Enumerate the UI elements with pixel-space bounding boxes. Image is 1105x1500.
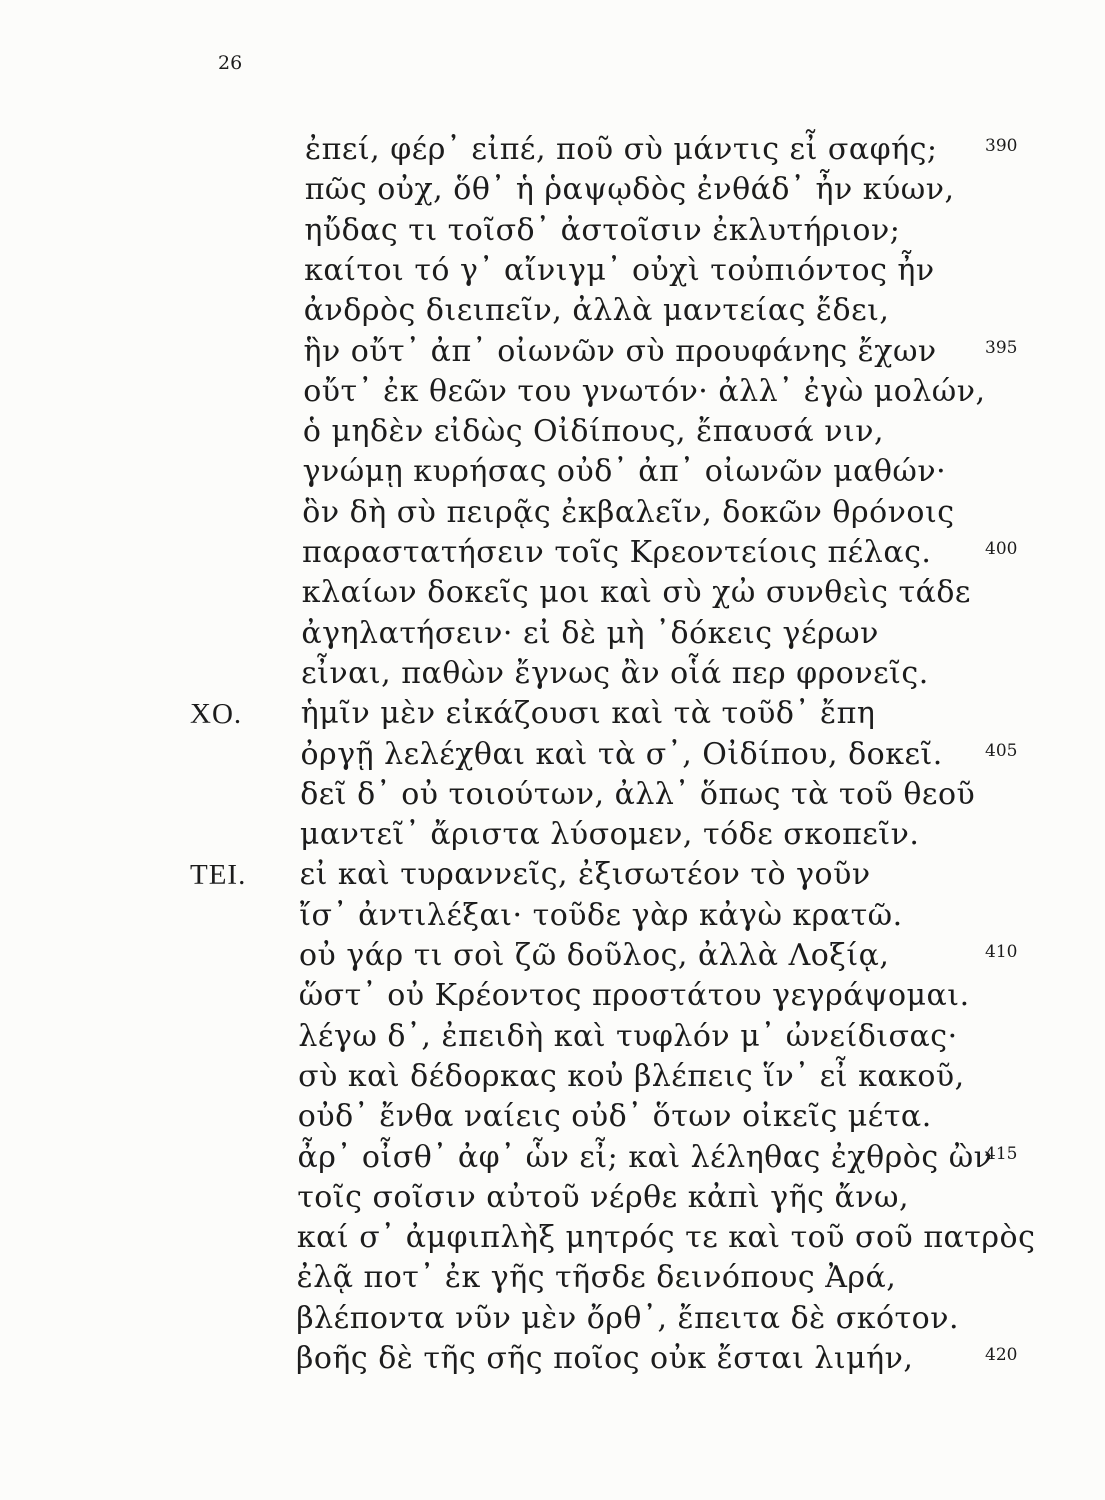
verse-line (0, 1339, 1105, 1391)
verse-text: εἰ καὶ τυραννεῖς, ἐξισωτέον τὸ γοῦν (299, 857, 871, 893)
verse-text: οὔτ᾽ ἐκ θεῶν του γνωτόν· ἀλλ᾽ ἐγὼ μολών, (303, 373, 986, 409)
speaker-label: ΤΕΙ. (190, 859, 247, 892)
verse-text: ηὔδας τι τοῖσδ᾽ ἀστοῖσιν ἐκλυτήριον; (304, 212, 901, 248)
verse-text: ὃν δὴ σὺ πειρᾷς ἐκβαλεῖν, δοκῶν θρόνοις (302, 494, 955, 530)
verse-text: καί σ᾽ ἀμφιπλὴξ μητρός τε καὶ τοῦ σοῦ πατρὸς (296, 1220, 1036, 1256)
verse-text: μαντεῖ᾽ ἄριστα λύσομεν, τόδε σκοπεῖν. (299, 817, 920, 853)
verse-text: τοῖς σοῖσιν αὐτοῦ νέρθε κἀπὶ γῆς ἄνω, (297, 1179, 910, 1215)
verse-text: ἀνδρὸς διειπεῖν, ἀλλὰ μαντείας ἔδει, (303, 293, 890, 329)
verse-text: ἆρ᾽ οἶσθ᾽ ἀφ᾽ ὧν εἶ; καὶ λέληθας ἐχθρὸς ὢν (297, 1139, 993, 1175)
verse-text: ἀγηλατήσειν· εἰ δὲ μὴ ᾽δόκεις γέρων (301, 615, 879, 651)
verse-text: δεῖ δ᾽ οὐ τοιούτων, ἀλλ᾽ ὅπως τὰ τοῦ θεοῦ (300, 776, 976, 812)
verse-text: ὥστ᾽ οὐ Κρέοντος προστάτου γεγράψομαι. (298, 978, 970, 1014)
verse-text: πῶς οὐχ, ὅθ᾽ ἡ ῥαψῳδὸς ἐνθάδ᾽ ἦν κύων, (304, 172, 955, 208)
speaker-label: ΧΟ. (190, 698, 243, 731)
verse-text: ἐλᾷ ποτ᾽ ἐκ γῆς τῆσδε δεινόπους Ἀρά, (296, 1260, 897, 1296)
line-number: 395 (985, 337, 1018, 358)
verse-text: λέγω δ᾽, ἐπειδὴ καὶ τυφλόν μ᾽ ὠνείδισας· (298, 1018, 958, 1054)
line-number: 415 (985, 1143, 1018, 1164)
verse-text: οὐδ᾽ ἔνθα ναίεις οὐδ᾽ ὅτων οἰκεῖς μέτα. (297, 1099, 932, 1135)
verse-text: ἐπεί, φέρ᾽ εἰπέ, ποῦ σὺ μάντις εἶ σαφής; (305, 132, 938, 167)
verse-text: βλέποντα νῦν μὲν ὄρθ᾽, ἔπειτα δὲ σκότον. (296, 1300, 959, 1336)
verse-text: παραστατήσειν τοῖς Κρεοντείοις πέλας. (302, 535, 932, 570)
verse-text: κλαίων δοκεῖς μοι καὶ σὺ χὠ συνθεὶς τάδε (301, 575, 971, 611)
verse-text: γνώμῃ κυρήσας οὐδ᾽ ἀπ᾽ οἰωνῶν μαθών· (302, 454, 947, 490)
page-number: 26 (218, 52, 243, 74)
verse-text: σὺ καὶ δέδορκας κοὐ βλέπεις ἵν᾽ εἶ κακοῦ, (298, 1058, 965, 1094)
line-number: 400 (985, 539, 1018, 559)
verse-text: εἶναι, παθὼν ἔγνως ἂν οἷά περ φρονεῖς. (301, 655, 929, 691)
verse-text: βοῆς δὲ τῆς σῆς ποῖος οὐκ ἔσται λιμήν, (296, 1341, 914, 1376)
verse-text: οὐ γάρ τι σοὶ ζῶ δοῦλος, ἀλλὰ Λοξίᾳ, (299, 938, 890, 973)
verse-text: ἴσ᾽ ἀντιλέξαι· τοῦδε γὰρ κἀγὼ κρατῶ. (299, 897, 903, 933)
line-number: 390 (985, 136, 1018, 156)
line-number: 410 (985, 942, 1018, 962)
line-number: 405 (985, 740, 1018, 761)
verse-text: ὀργῇ λελέχθαι καὶ τὰ σ᾽, Οἰδίπου, δοκεῖ. (300, 736, 943, 772)
verse-text: ἣν οὔτ᾽ ἀπ᾽ οἰωνῶν σὺ προυφάνης ἔχων (303, 333, 937, 369)
line-number: 420 (985, 1345, 1018, 1365)
verse-text: ὁ μηδὲν εἰδὼς Οἰδίπους, ἔπαυσά νιν, (302, 414, 884, 450)
verse-text: καίτοι τό γ᾽ αἴνιγμ᾽ οὐχὶ τοὐπιόντος ἦν (304, 252, 935, 288)
verse-text: ἡμῖν μὲν εἰκάζουσι καὶ τὰ τοῦδ᾽ ἔπη (300, 696, 876, 732)
